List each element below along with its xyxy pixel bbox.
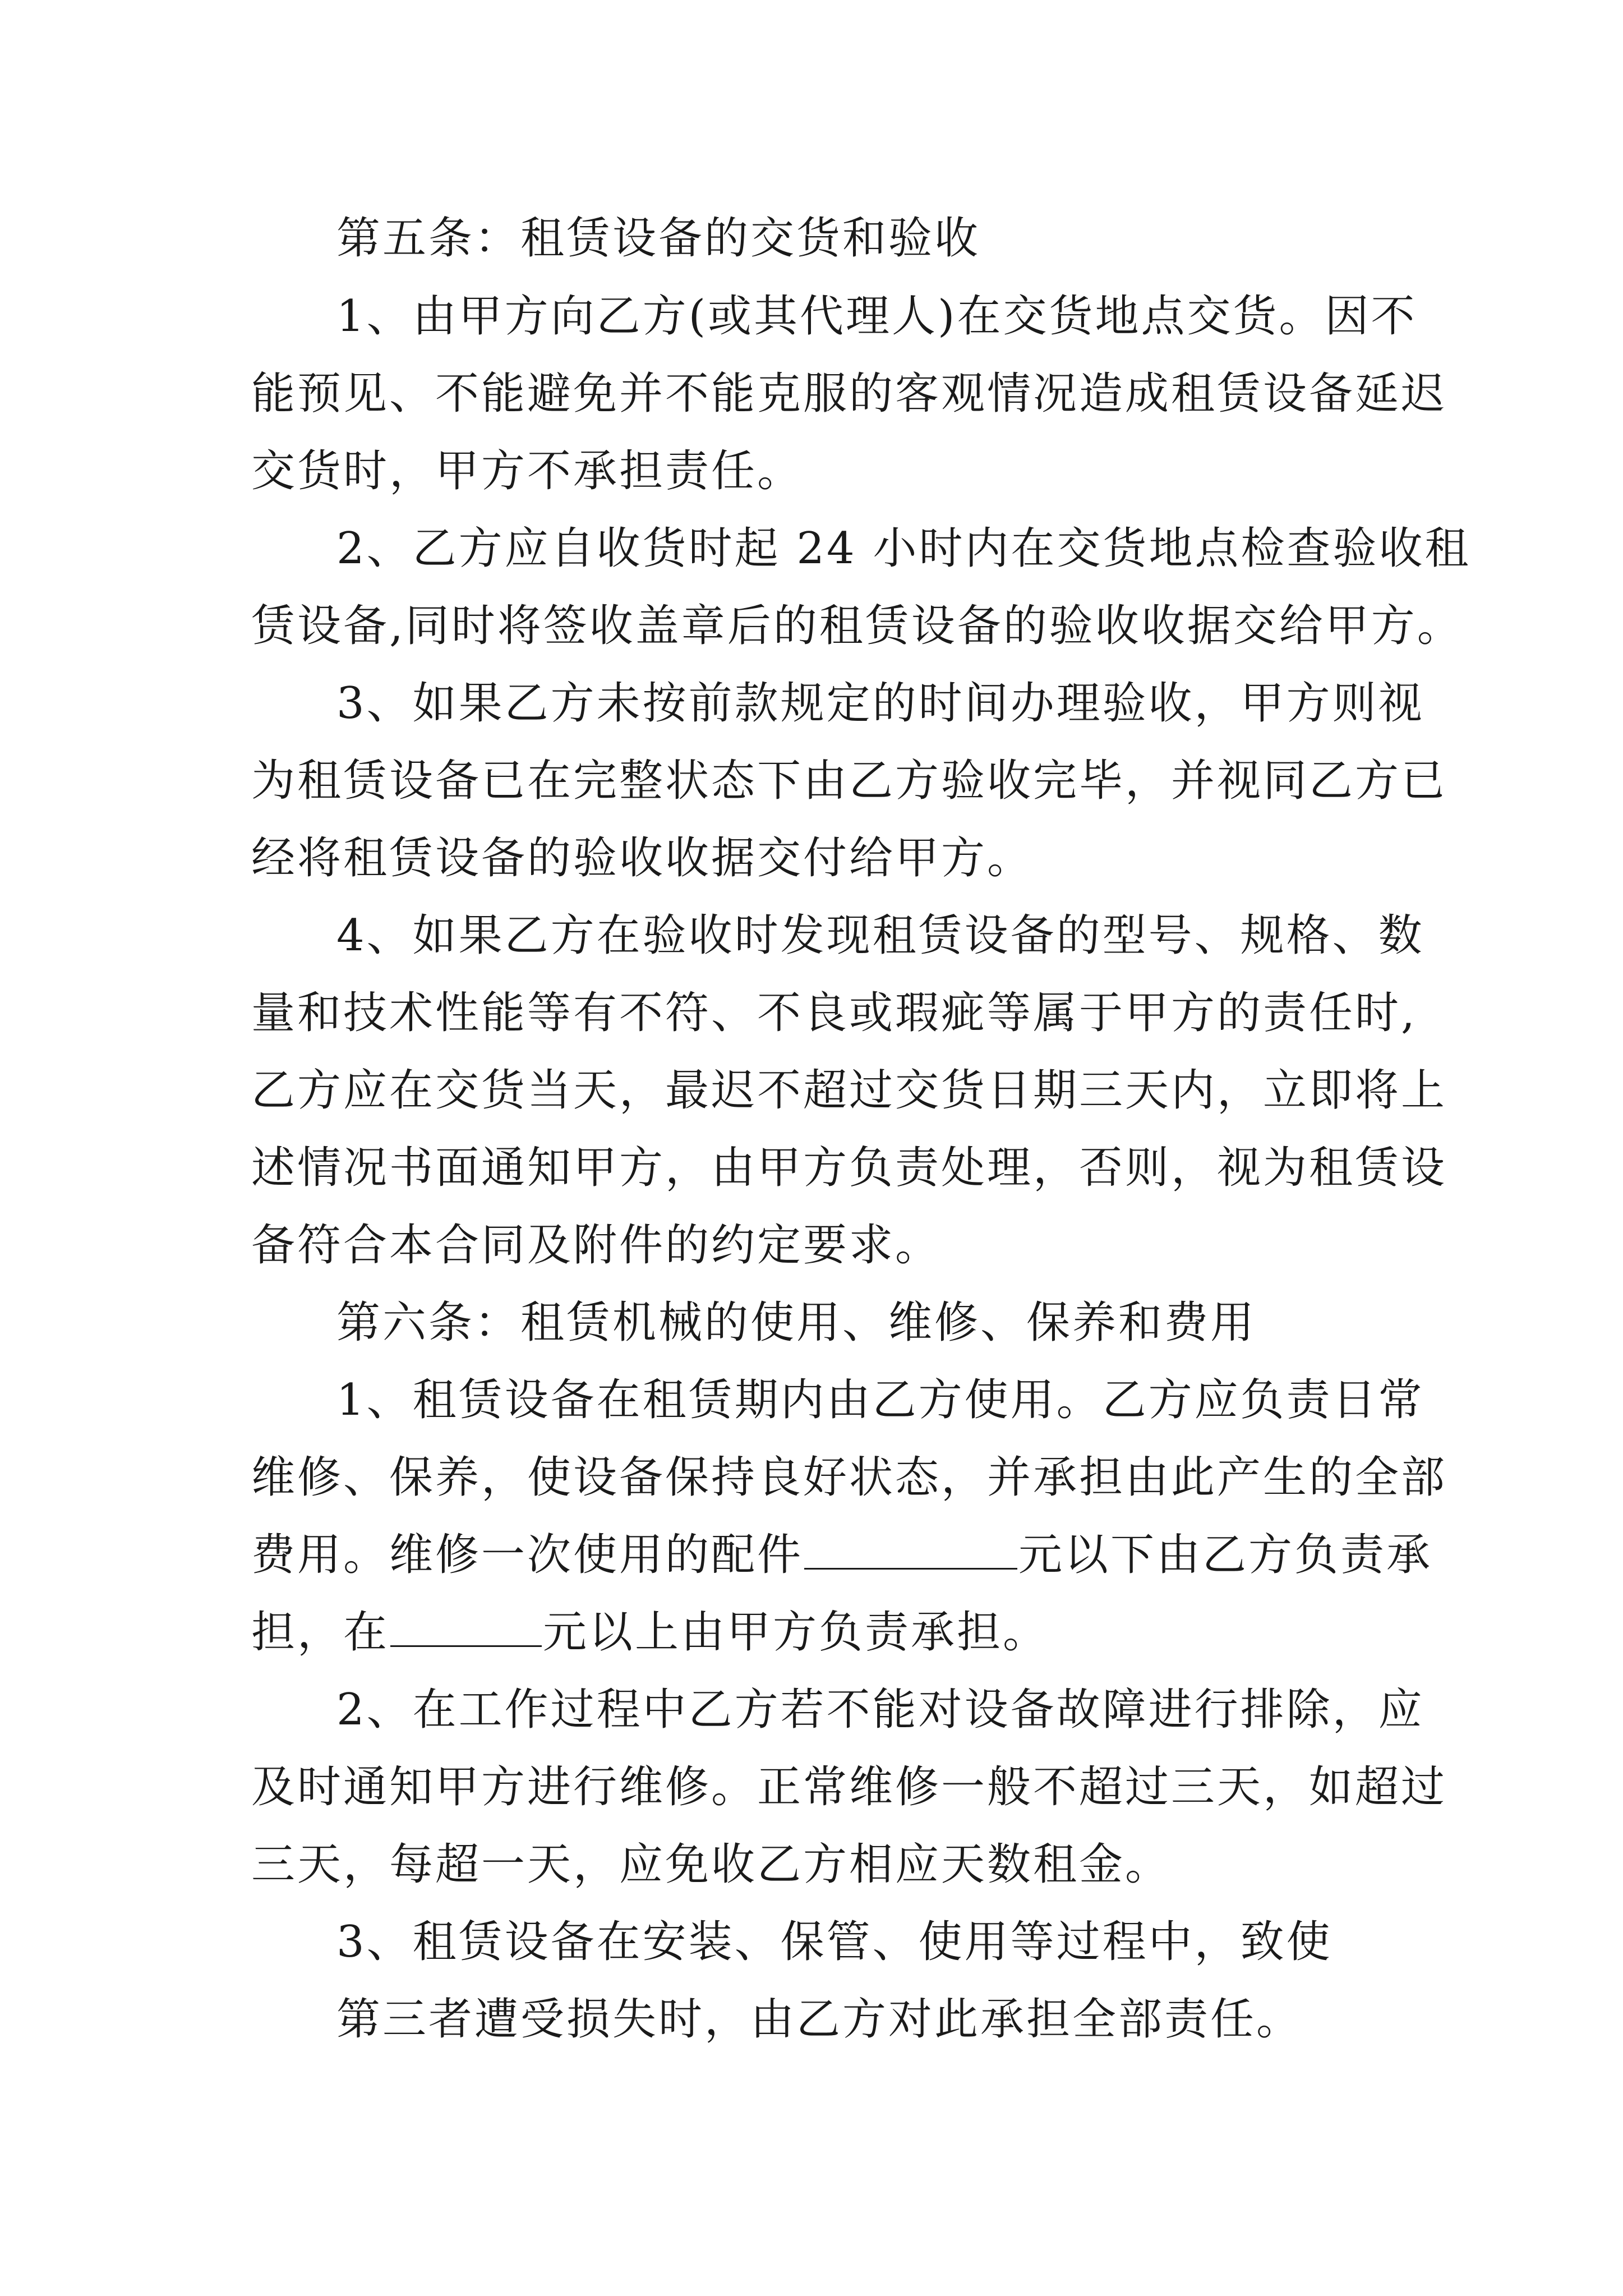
paragraph-line: 及时通知甲方进行维修。正常维修一般不超过三天，如超过 [251, 1762, 1447, 1812]
line-segment: 元以下由乙方负责承 [1018, 1530, 1433, 1580]
paragraph-line [251, 1604, 1049, 1660]
fill-in-blank [390, 1606, 542, 1647]
fill-in-blank [804, 1529, 1017, 1570]
paragraph-line [251, 1527, 1432, 1583]
paragraph-line: 第三者遭受损失时，由乙方对此承担全部责任。 [336, 1994, 1303, 2045]
paragraph-line: 1、由甲方向乙方(或其代理人)在交货地点交货。因不 [336, 291, 1417, 342]
line-segment: 担，在 [251, 1607, 390, 1658]
paragraph-line: 交货时，甲方不承担责任。 [251, 446, 804, 496]
paragraph-line: 备符合本合同及附件的约定要求。 [251, 1220, 942, 1271]
article-5-heading: 第五条：租赁设备的交货和验收 [336, 213, 981, 264]
paragraph-line: 2、乙方应自收货时起 24 小时内在交货地点检查验收租 [336, 523, 1471, 574]
paragraph-line: 乙方应在交货当天，最迟不超过交货日期三天内，立即将上 [251, 1065, 1447, 1116]
paragraph-line: 赁设备,同时将签收盖章后的租赁设备的验收收据交给甲方。 [251, 601, 1463, 651]
paragraph-line: 3、如果乙方未按前款规定的时间办理验收，甲方则视 [336, 678, 1424, 729]
paragraph-line: 量和技术性能等有不符、不良或瑕疵等属于甲方的责任时, [251, 988, 1417, 1038]
line-segment: 费用。维修一次使用的配件 [251, 1530, 804, 1580]
paragraph-line: 3、租赁设备在安装、保管、使用等过程中，致使 [336, 1917, 1332, 1967]
line-segment: 元以上由甲方负责承担。 [543, 1607, 1049, 1658]
article-6-heading: 第六条：租赁机械的使用、维修、保养和费用 [336, 1297, 1257, 1348]
paragraph-line: 经将租赁设备的验收收据交付给甲方。 [251, 833, 1034, 884]
paragraph-line: 述情况书面通知甲方，由甲方负责处理，否则，视为租赁设 [251, 1143, 1447, 1193]
paragraph-line: 4、如果乙方在验收时发现租赁设备的型号、规格、数 [336, 910, 1424, 961]
paragraph-line: 三天，每超一天，应免收乙方相应天数租金。 [251, 1839, 1172, 1890]
paragraph-line: 维修、保养，使设备保持良好状态，并承担由此产生的全部 [251, 1452, 1447, 1503]
paragraph-line: 1、租赁设备在租赁期内由乙方使用。乙方应负责日常 [336, 1375, 1424, 1425]
paragraph-line: 能预见、不能避免并不能克服的客观情况造成租赁设备延迟 [251, 369, 1447, 419]
paragraph-line: 为租赁设备已在完整状态下由乙方验收完毕，并视同乙方已 [251, 756, 1447, 806]
paragraph-line: 2、在工作过程中乙方若不能对设备故障进行排除，应 [336, 1685, 1424, 1735]
